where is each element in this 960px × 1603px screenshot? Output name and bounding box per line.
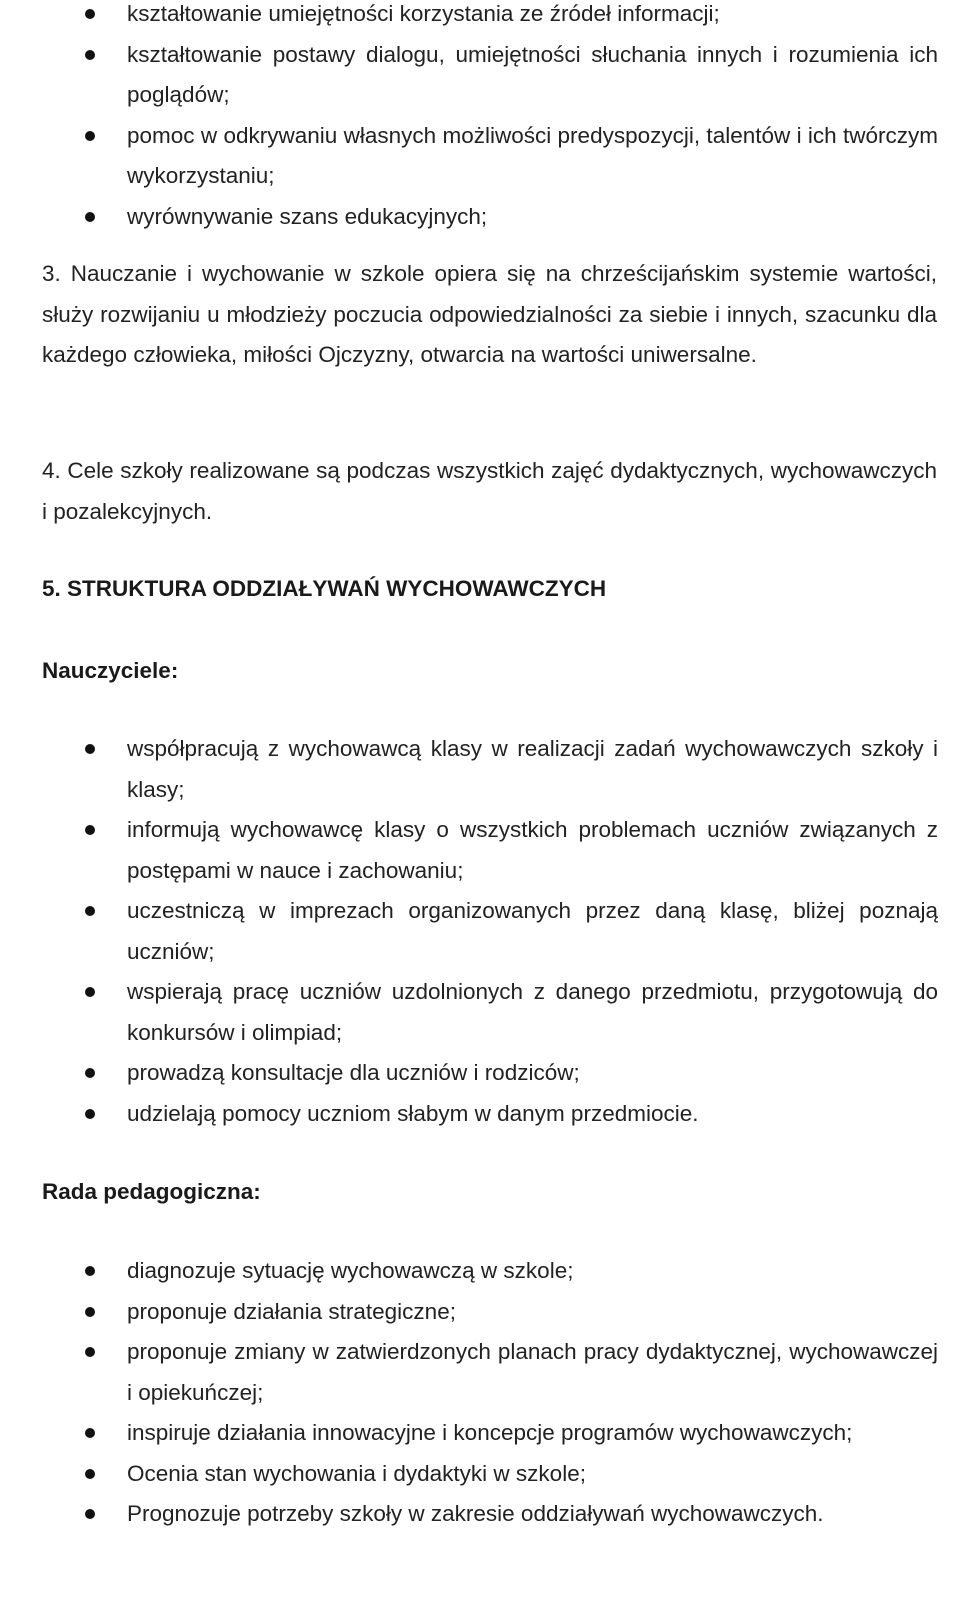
teachers-heading: Nauczyciele: [42, 658, 179, 683]
list-item: uczestniczą w imprezach organizowanych przez daną klasę, bliżej poznają uczniów; [85, 891, 938, 972]
list-item: kształtowanie umiejętności korzystania ze źródeł informacji; [85, 0, 938, 35]
paragraph-4: 4. Cele szkoły realizowane są podczas wszystkich zajęć dydaktycznych, wychowawczych i pozalekcyjnych. [42, 458, 937, 524]
list-item: kształtowanie postawy dialogu, umiejętności słuchania innych i rozumienia ich poglądów; [85, 35, 938, 116]
teachers-list [85, 729, 938, 1134]
list-item: wyrównywanie szans edukacyjnych; [85, 197, 938, 238]
list-item: Ocenia stan wychowania i dydaktyki w szkole; [85, 1454, 938, 1495]
list-item: Prognozuje potrzeby szkoły w zakresie oddziaływań wychowawczych. [85, 1494, 938, 1535]
list-item: udzielają pomocy uczniom słabym w danym przedmiocie. [85, 1094, 938, 1135]
list-item: proponuje zmiany w zatwierdzonych planach pracy dydaktycznej, wychowawczej i opiekuńczej; [85, 1332, 938, 1413]
list-item: proponuje działania strategiczne; [85, 1292, 938, 1333]
list-item: diagnozuje sytuację wychowawczą w szkole; [85, 1251, 938, 1292]
list-item: informują wychowawcę klasy o wszystkich problemach uczniów związanych z postępami w nauce i zachowaniu; [85, 810, 938, 891]
section-5-heading: 5. STRUKTURA ODDZIAŁYWAŃ WYCHOWAWCZYCH [42, 576, 607, 601]
list-item: wspierają pracę uczniów uzdolnionych z danego przedmiotu, przygotowują do konkursów i olimpiad; [85, 972, 938, 1053]
list-item: współpracują z wychowawcą klasy w realizacji zadań wychowawczych szkoły i klasy; [85, 729, 938, 810]
paragraph-3: 3. Nauczanie i wychowanie w szkole opiera się na chrześcijańskim systemie wartości, służy rozwijaniu u młodzieży poczucia odpowiedzialności za siebie i innych, szacunku dla każdego człowieka, miłości Ojczyzny, otwarcia na wartości uniwersalne. [42, 261, 937, 367]
council-heading: Rada pedagogiczna: [42, 1179, 261, 1204]
list-item: inspiruje działania innowacyjne i koncepcje programów wychowawczych; [85, 1413, 938, 1454]
goals-list [85, 0, 938, 237]
council-list [85, 1251, 938, 1535]
list-item: pomoc w odkrywaniu własnych możliwości predyspozycji, talentów i ich twórczym wykorzystaniu; [85, 116, 938, 197]
list-item: prowadzą konsultacje dla uczniów i rodziców; [85, 1053, 938, 1094]
